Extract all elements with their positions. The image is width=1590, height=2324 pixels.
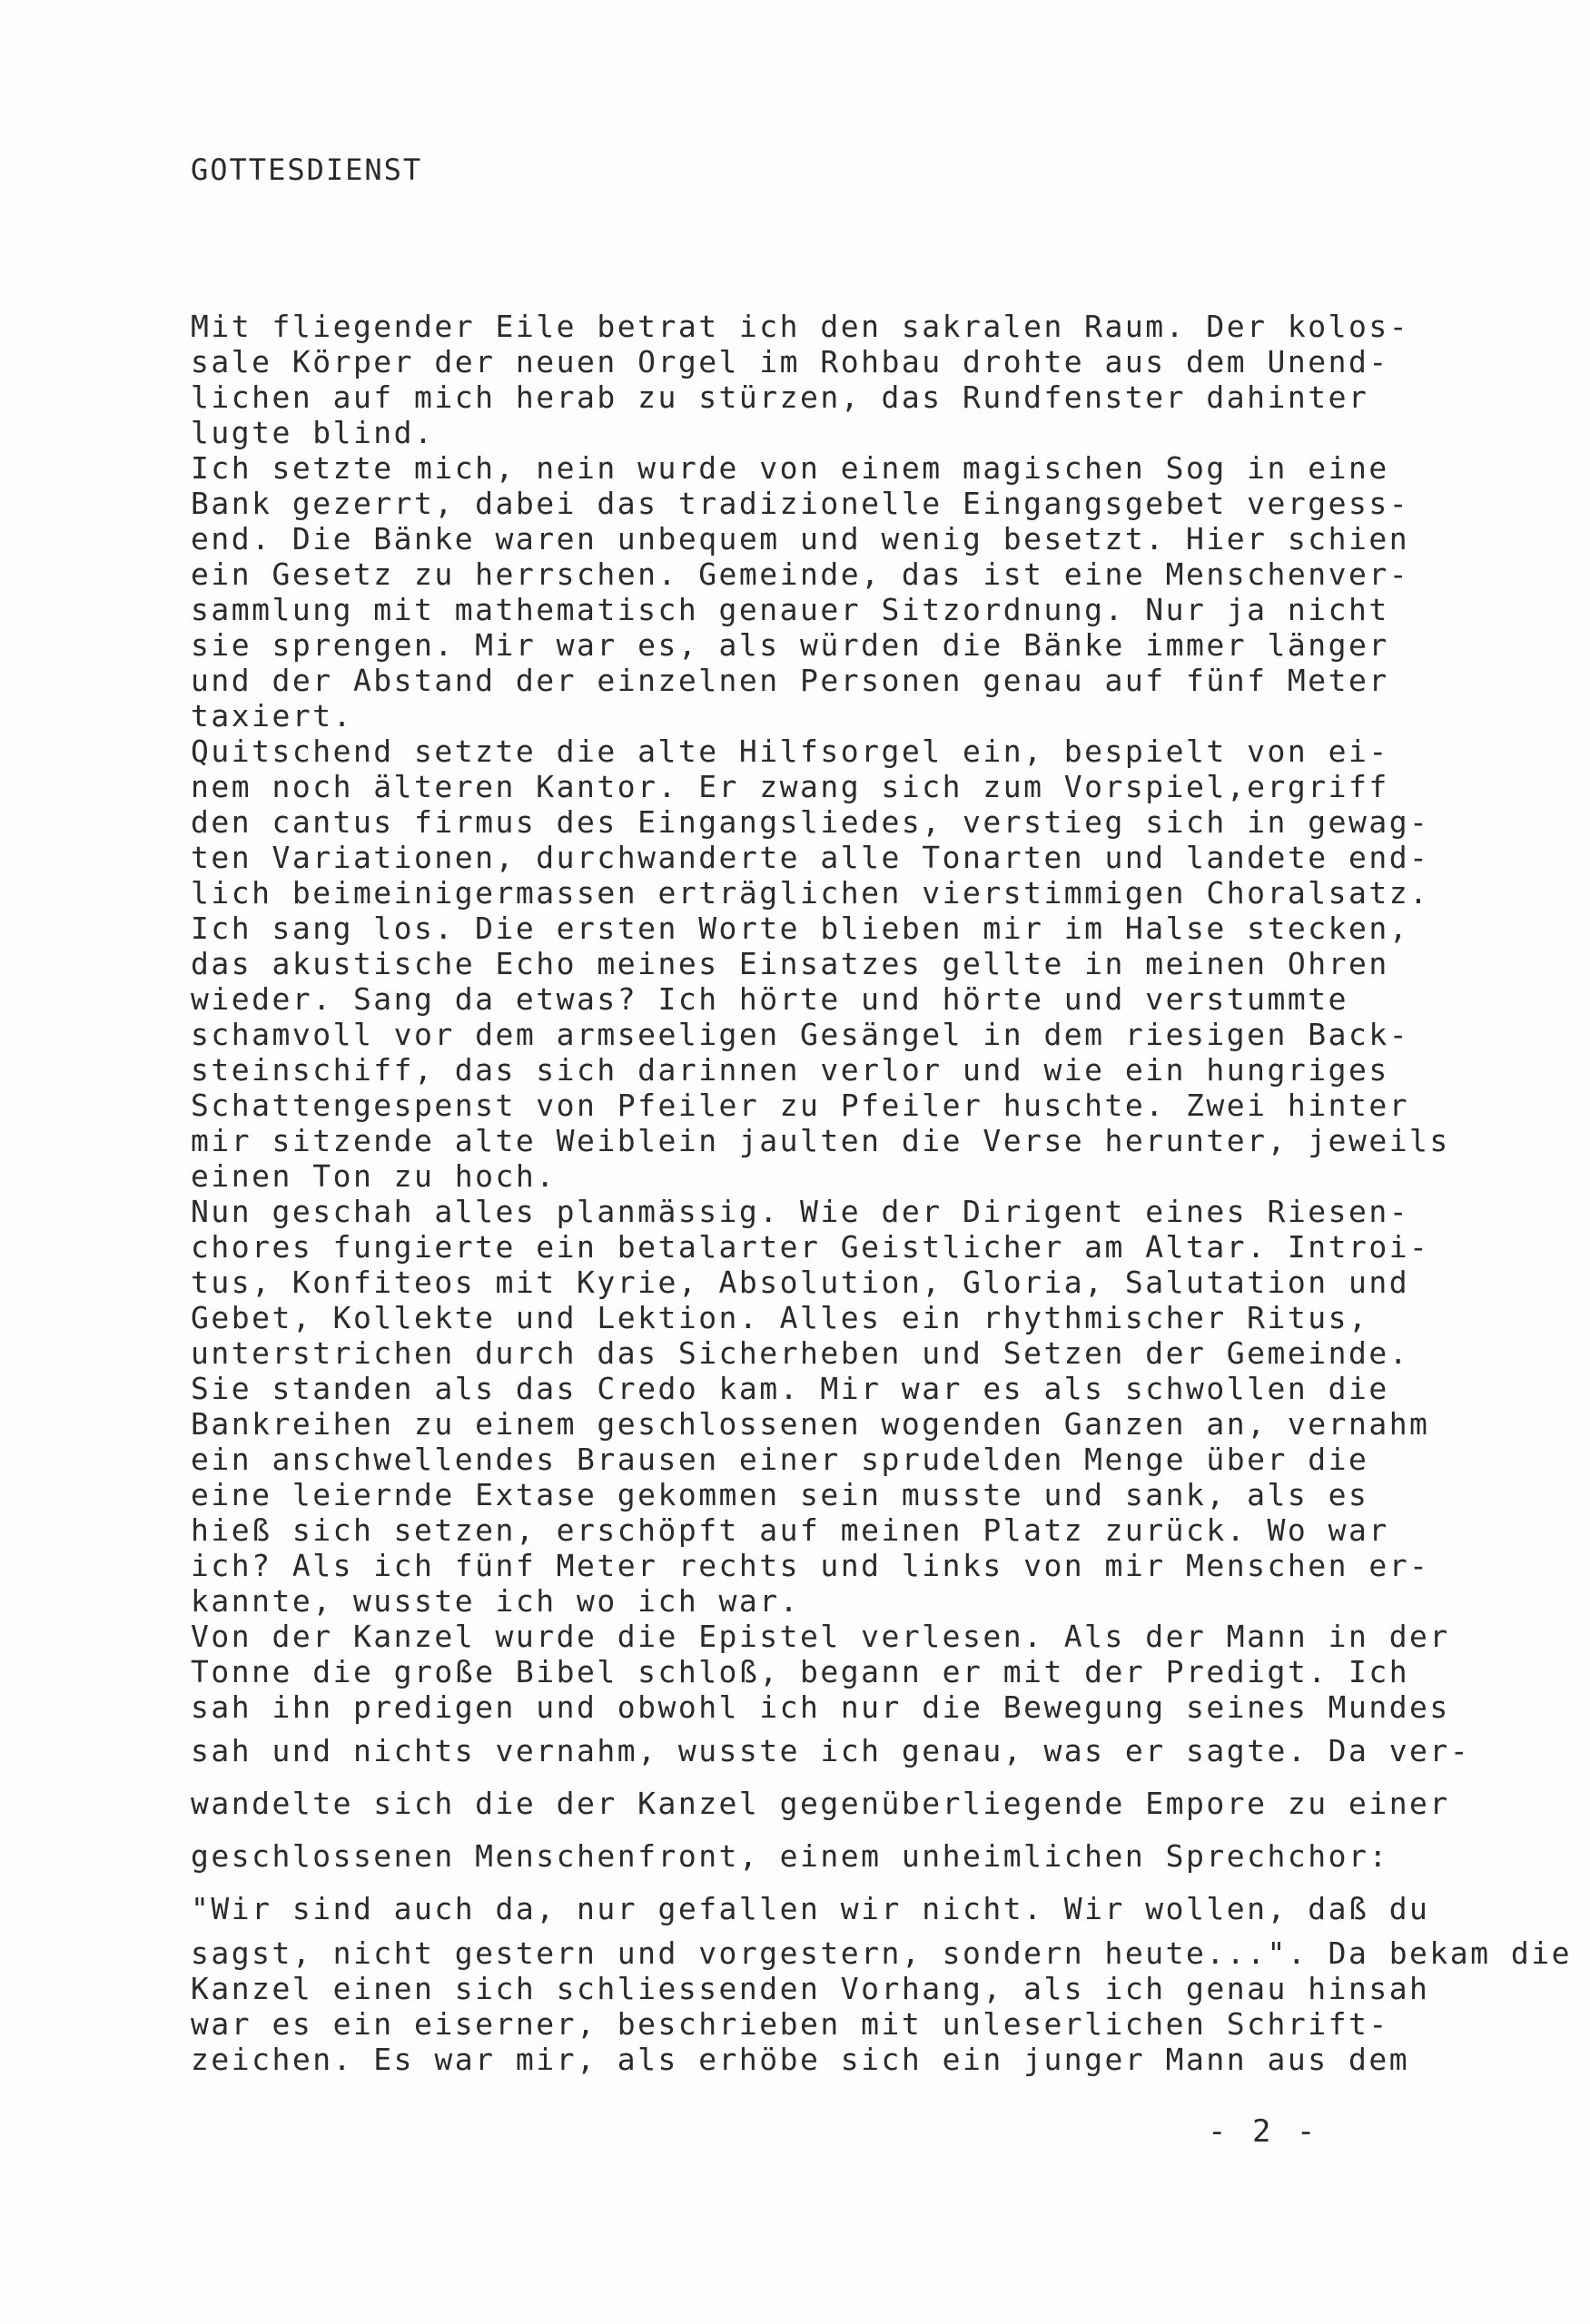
text-line: end. Die Bänke waren unbequem und wenig besetzt. Hier schien bbox=[191, 521, 1410, 556]
text-line: ten Variationen, durchwanderte alle Tonarten und landete end- bbox=[191, 840, 1430, 875]
text-line: sie sprengen. Mir war es, als würden die Bänke immer länger bbox=[191, 627, 1389, 663]
text-line: Bankreihen zu einem geschlossenen wogenden Ganzen an, vernahm bbox=[191, 1406, 1430, 1442]
text-line: den cantus firmus des Eingangsliedes, verstieg sich in gewag- bbox=[191, 804, 1430, 840]
text-line: steinschiff, das sich darinnen verlor und wie ein hungriges bbox=[191, 1052, 1389, 1088]
text-line: das akustische Echo meines Einsatzes gellte in meinen Ohren bbox=[191, 946, 1389, 981]
text-line: Mit fliegender Eile betrat ich den sakralen Raum. Der kolos- bbox=[191, 309, 1410, 344]
text-line: lich beimeinigermassen erträglichen vierstimmigen Choralsatz. bbox=[191, 875, 1430, 911]
text-line: mir sitzende alte Weiblein jaulten die Verse herunter, jeweils bbox=[191, 1123, 1450, 1158]
text-line: sale Körper der neuen Orgel im Rohbau drohte aus dem Unend- bbox=[191, 344, 1389, 379]
text-line: Kanzel einen sich schliessenden Vorhang, als ich genau hinsah bbox=[191, 1971, 1430, 2006]
text-line: Tonne die große Bibel schloß, begann er mit der Predigt. Ich bbox=[191, 1654, 1410, 1689]
text-line: sah und nichts vernahm, wusste ich genau, was er sagte. Da ver- bbox=[191, 1733, 1471, 1768]
text-line: chores fungierte ein betalarter Geistlicher am Altar. Introi- bbox=[191, 1229, 1430, 1265]
text-line: kannte, wusste ich wo ich war. bbox=[191, 1583, 801, 1619]
text-line: lichen auf mich herab zu stürzen, das Rundfenster dahinter bbox=[191, 379, 1369, 415]
text-line: Gebet, Kollekte und Lektion. Alles ein rhythmischer Ritus, bbox=[191, 1300, 1369, 1335]
text-line: ein anschwellendes Brausen einer sprudelden Menge über die bbox=[191, 1442, 1369, 1477]
text-line: Schattengespenst von Pfeiler zu Pfeiler huschte. Zwei hinter bbox=[191, 1088, 1410, 1123]
text-line: Sie standen als das Credo kam. Mir war es als schwollen die bbox=[191, 1371, 1389, 1406]
body-text bbox=[191, 309, 1573, 2077]
text-line: sah ihn predigen und obwohl ich nur die Bewegung seines Mundes bbox=[191, 1689, 1450, 1725]
text-line: wieder. Sang da etwas? Ich hörte und hörte und verstummte bbox=[191, 981, 1348, 1017]
text-line: wandelte sich die der Kanzel gegenüberliegende Empore zu einer bbox=[191, 1786, 1450, 1821]
text-line: sammlung mit mathematisch genauer Sitzordnung. Nur ja nicht bbox=[191, 592, 1389, 627]
text-line: Bank gezerrt, dabei das tradizionelle Eingangsgebet vergess- bbox=[191, 486, 1410, 521]
text-line: schamvoll vor dem armseeligen Gesängel in dem riesigen Back- bbox=[191, 1017, 1410, 1052]
text-line: lugte blind. bbox=[191, 415, 435, 450]
text-line: ich? Als ich fünf Meter rechts und links von mir Menschen er- bbox=[191, 1548, 1430, 1583]
text-line: ein Gesetz zu herrschen. Gemeinde, das ist eine Menschenver- bbox=[191, 556, 1410, 592]
text-line: Quitschend setzte die alte Hilfsorgel ein, bespielt von ei- bbox=[191, 734, 1389, 769]
text-line: "Wir sind auch da, nur gefallen wir nicht. Wir wollen, daß du bbox=[191, 1891, 1430, 1926]
text-line: Ich sang los. Die ersten Worte blieben mir im Halse stecken, bbox=[191, 911, 1410, 946]
text-line: tus, Konfiteos mit Kyrie, Absolution, Gloria, Salutation und bbox=[191, 1265, 1410, 1300]
text-line: Nun geschah alles planmässig. Wie der Dirigent eines Riesen- bbox=[191, 1194, 1410, 1229]
page-number: - 2 - bbox=[1208, 2113, 1319, 2150]
text-line: nem noch älteren Kantor. Er zwang sich zum Vorspiel,ergriff bbox=[191, 769, 1389, 804]
text-line: geschlossenen Menschenfront, einem unheimlichen Sprechchor: bbox=[191, 1838, 1389, 1874]
page-title: GOTTESDIENST bbox=[191, 153, 423, 187]
text-line: unterstrichen durch das Sicherheben und Setzen der Gemeinde. bbox=[191, 1335, 1410, 1371]
text-line: taxiert. bbox=[191, 698, 353, 734]
text-line: war es ein eiserner, beschrieben mit unleserlichen Schrift- bbox=[191, 2006, 1389, 2042]
text-line: zeichen. Es war mir, als erhöbe sich ein junger Mann aus dem bbox=[191, 2042, 1410, 2077]
text-line: sagst, nicht gestern und vorgestern, sondern heute...". Da bekam die bbox=[191, 1935, 1573, 1971]
text-line: und der Abstand der einzelnen Personen genau auf fünf Meter bbox=[191, 663, 1389, 698]
text-line: eine leiernde Extase gekommen sein musste und sank, als es bbox=[191, 1477, 1369, 1512]
text-line: Ich setzte mich, nein wurde von einem magischen Sog in eine bbox=[191, 450, 1389, 486]
text-line: hieß sich setzen, erschöpft auf meinen Platz zurück. Wo war bbox=[191, 1512, 1389, 1548]
text-line: einen Ton zu hoch. bbox=[191, 1158, 557, 1194]
text-line: Von der Kanzel wurde die Epistel verlesen. Als der Mann in der bbox=[191, 1619, 1450, 1654]
